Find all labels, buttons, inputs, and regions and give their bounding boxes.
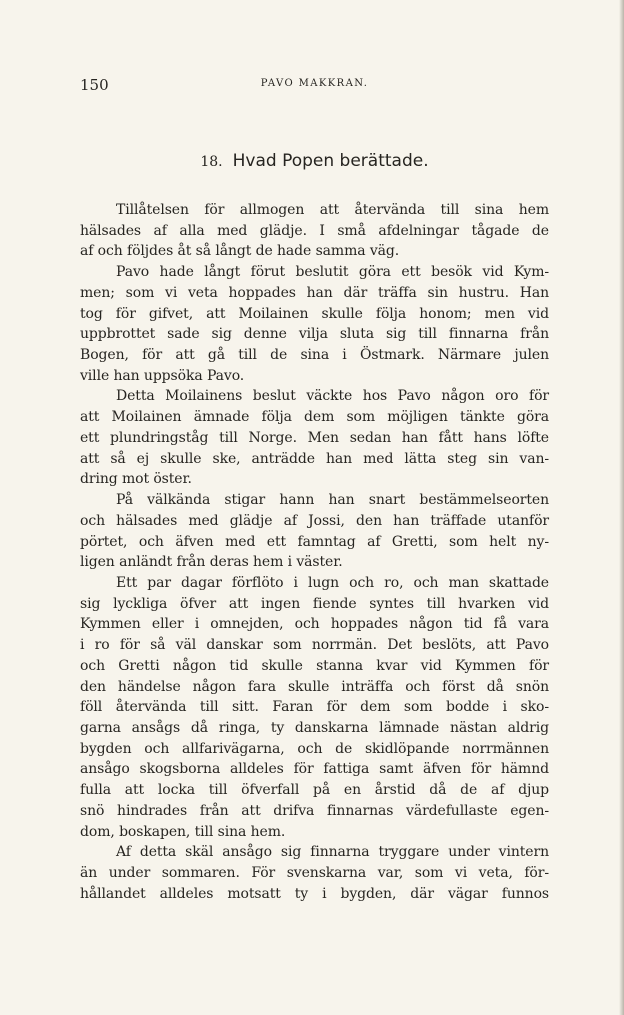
text-line: den händelse någon fara skulle inträffa och först då snön: [80, 678, 549, 695]
text-line: ansågo skogsborna alldeles för fattiga samt äfven för hämnd: [80, 761, 549, 778]
text-line: Pavo hade långt förut beslutit göra ett besök vid Kym-: [116, 264, 549, 281]
text-line: att så ej skulle ske, anträdde han med lätta steg sin van-: [80, 450, 549, 467]
text-line: tog för gifvet, att Moilainen skulle följa honom; men vid: [80, 305, 549, 322]
text-line: ville han uppsöka Pavo.: [80, 367, 245, 384]
page-number: 150: [80, 76, 109, 94]
text-line: hälsades af alla med glädje. I små afdelningar tågade de: [80, 222, 549, 239]
text-line: föll återvända till sitt. Faran för dem som bodde i sko-: [80, 699, 549, 716]
text-line: snö hindrades från att drifva finnarnas värdefullaste egen-: [80, 802, 549, 819]
text-line: ligen anländt från deras hem i väster.: [80, 554, 343, 571]
chapter-number: 18.: [200, 154, 223, 170]
text-line: sig lyckliga öfver att ingen fiende syntes till hvarken vid: [80, 595, 549, 612]
text-line: dom, boskapen, till sina hem.: [80, 823, 286, 840]
text-line: Detta Moilainens beslut väckte hos Pavo någon oro för: [116, 388, 549, 405]
text-line: i ro för så väl danskar som norrmän. Det beslöts, att Pavo: [80, 637, 549, 654]
text-line: Kymmen eller i omnejden, och hoppades någon tid få vara: [80, 616, 549, 633]
text-line: bygden och allfarivägarna, och de skidlöpande norrmännen: [80, 740, 549, 757]
text-line: och hälsades med glädje af Jossi, den han träffade utanför: [80, 512, 549, 529]
text-line: ett plundringståg till Norge. Men sedan han fått hans löfte: [80, 429, 549, 446]
text-line: fulla att locka till öfverfall på en årstid då de af djup: [80, 782, 549, 799]
body-text: [80, 200, 549, 904]
text-line: Af detta skäl ansågo sig finnarna tryggare under vintern: [116, 844, 549, 861]
text-line: Ett par dagar förflöto i lugn och ro, och man skattade: [116, 574, 549, 591]
text-line: men; som vi veta hoppades han där träffa sin hustru. Han: [80, 284, 549, 301]
page-header: [80, 76, 549, 96]
text-line: garna ansågs då ringa, ty danskarna lämnade nästan aldrig: [80, 719, 549, 736]
text-line: pörtet, och äfven med ett famntag af Gretti, som helt ny-: [80, 533, 549, 550]
running-head: PAVO MAKKRAN.: [260, 78, 369, 89]
text-line: och Gretti någon tid skulle stanna kvar vid Kymmen för: [80, 657, 549, 674]
text-line: än under sommaren. För svenskarna var, som vi veta, för-: [80, 865, 549, 881]
text-line: af och följdes åt så långt de hade samma väg.: [80, 243, 400, 260]
text-line: Bogen, för att gå till de sina i Östmark. Närmare julen: [80, 347, 549, 364]
text-line: hållandet alldeles motsatt ty i bygden, där vägar funnos: [80, 885, 549, 902]
chapter-heading: [80, 151, 549, 171]
text-line: uppbrottet sade sig denne vilja sluta sig till finnarna från: [80, 326, 549, 343]
chapter-title: Hvad Popen berättade.: [232, 151, 429, 171]
text-line: dring mot öster.: [80, 471, 192, 488]
page-edge-shadow: [619, 0, 624, 1015]
text-line: På välkända stigar hann han snart bestämmelseorten: [116, 492, 549, 509]
text-line: Tillåtelsen för allmogen att återvända till sina hem: [116, 202, 549, 218]
text-line: att Moilainen ämnade följa dem som möjligen tänkte göra: [80, 409, 549, 426]
